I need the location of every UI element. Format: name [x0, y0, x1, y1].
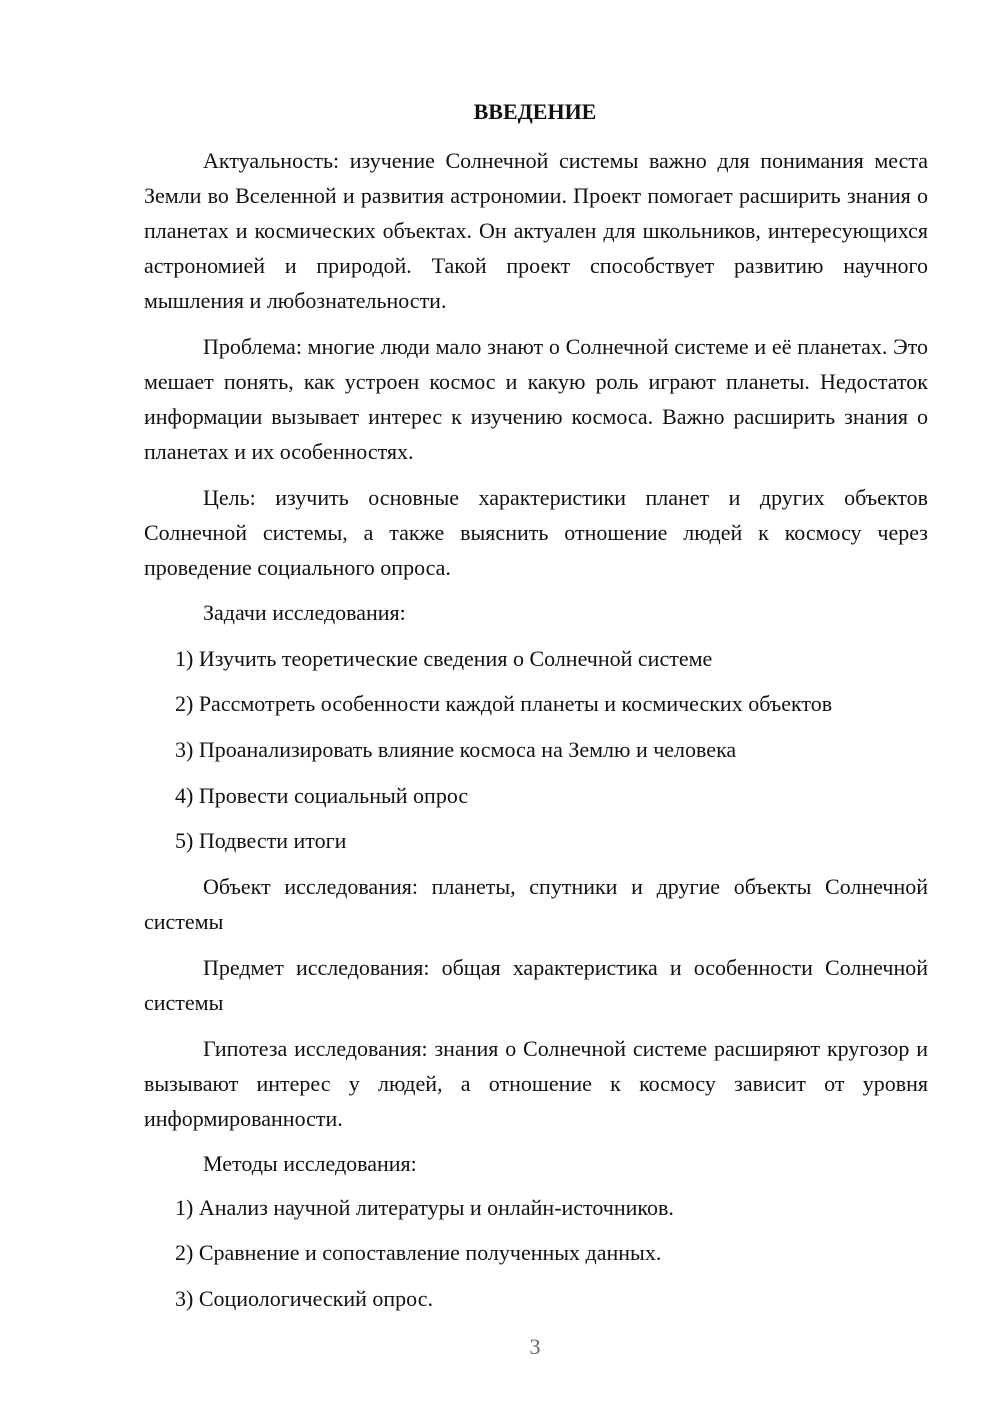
paragraph-problem: [144, 329, 928, 469]
paragraph-goal: [144, 480, 928, 585]
methods-heading: Методы исследования:: [203, 1151, 417, 1176]
task-item: 2) Рассмотреть особенности каждой планеты и космических объектов: [175, 691, 833, 716]
task-item: 4) Провести социальный опрос: [175, 783, 469, 808]
page-number: 3: [529, 1334, 541, 1359]
paragraph-relevance: [144, 143, 928, 318]
paragraph-problem-text: Проблема: многие люди мало знают о Солнечной системе и её планетах. Это мешает понять, как устроен космос и какую роль играют планеты. Недостаток информации вызывает интерес к изучению космоса. Важно расширить знания о планетах и их особенностях.: [144, 334, 928, 464]
paragraph-subject: [144, 950, 928, 1020]
paragraph-relevance-text: Актуальность: изучение Солнечной системы важно для понимания места Земли во Вселенной и развития астрономии. Проект помогает расширить знания о планетах и космических объектах. Он актуален для школьников, интересующихся астрономией и природой. Такой проект способствует развитию научного мышления и любознательности.: [144, 148, 928, 313]
paragraph-hypothesis-text: Гипотеза исследования: знания о Солнечной системе расширяют кругозор и вызывают интерес у людей, а отношение к космосу зависит от уровня информированности.: [144, 1036, 928, 1131]
method-item: 2) Сравнение и сопоставление полученных данных.: [175, 1240, 662, 1265]
paragraph-subject-text: Предмет исследования: общая характеристика и особенности Солнечной системы: [144, 955, 928, 1015]
paragraph-hypothesis: [144, 1031, 928, 1136]
task-item: 5) Подвести итоги: [175, 828, 347, 853]
task-item: 3) Проанализировать влияние космоса на Землю и человека: [175, 737, 737, 762]
paragraph-object: [144, 869, 928, 939]
method-item: 3) Социологический опрос.: [175, 1286, 433, 1311]
section-title: ВВЕДЕНИЕ: [473, 99, 597, 124]
paragraph-goal-text: Цель: изучить основные характеристики планет и других объектов Солнечной системы, а также выяснить отношение людей к космосу через проведение социального опроса.: [144, 485, 928, 580]
paragraph-object-text: Объект исследования: планеты, спутники и другие объекты Солнечной системы: [144, 874, 928, 934]
task-item: 1) Изучить теоретические сведения о Солнечной системе: [175, 646, 713, 671]
method-item: 1) Анализ научной литературы и онлайн-источников.: [175, 1195, 674, 1220]
tasks-heading: Задачи исследования:: [203, 600, 406, 625]
